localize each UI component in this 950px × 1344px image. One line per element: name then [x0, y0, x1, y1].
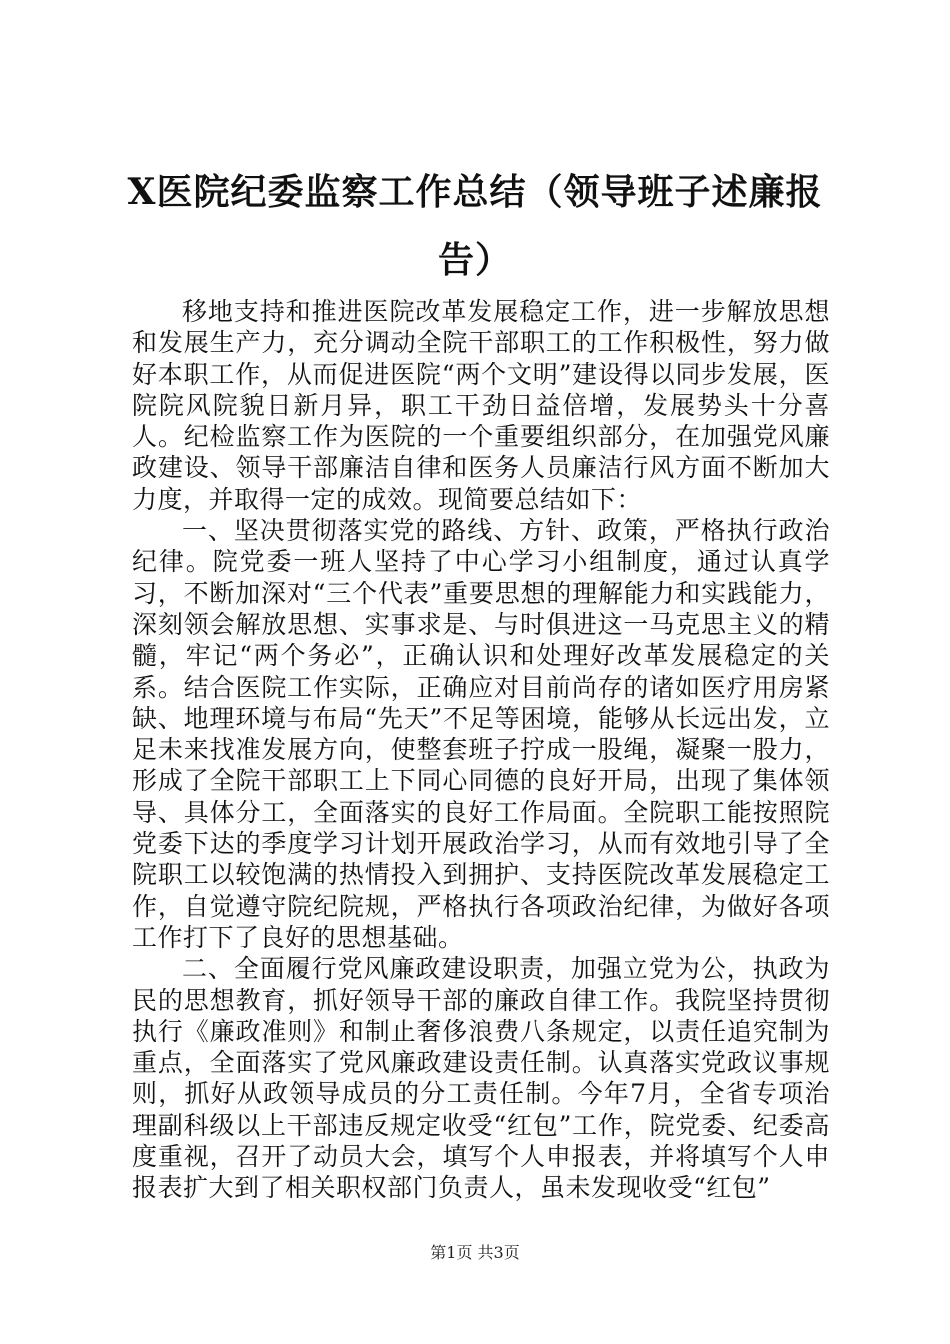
paragraph-section-2: 二、全面履行党风廉政建设职责，加强立党为公，执政为民的思想教育，抓好领导干部的廉政自律工作。我院坚持贯彻执行《廉政准则》和制止奢侈浪费八条规定，以责任追究制为重点，全面落实了党风廉政建设责任制。认真落实党政议事规则，抓好从政领导成员的分工责任制。今年7月，全省专项治理副科级以上干部违反规定收受“红包”工作，院党委、纪委高度重视，召开了动员大会，填写个人申报表，并将填写个人申报表扩大到了相关职权部门负责人，虽未发现收受“红包”: [132, 954, 830, 1203]
paragraph-intro: 移地支持和推进医院改革发展稳定工作，进一步解放思想和发展生产力，充分调动全院干部职工的工作积极性，努力做好本职工作，从而促进医院“两个文明”建设得以同步发展，医院院风院貌日新月异，职工干劲日益倍增，发展势头十分喜人。纪检监察工作为医院的一个重要组织部分，在加强党风廉政建设、领导干部廉洁自律和医务人员廉洁行风方面不断加大力度，并取得一定的成效。现简要总结如下：: [132, 297, 830, 514]
document-body: [132, 296, 830, 1204]
document-title: X医院纪委监察工作总结（领导班子述廉报告）: [127, 171, 823, 281]
page-footer: 第1页 共3页: [430, 1243, 520, 1262]
paragraph-section-1: 一、坚决贯彻落实党的路线、方针、政策，严格执行政治纪律。院党委一班人坚持了中心学习小组制度，通过认真学习，不断加深对“三个代表”重要思想的理解能力和实践能力，深刻领会解放思想、实事求是、与时俱进这一马克思主义的精髓，牢记“两个务必”，正确认识和处理好改革发展稳定的关系。结合医院工作实际，正确应对目前尚存的诸如医疗用房紧缺、地理环境与布局“先天”不足等困境，能够从长远出发，立足未来找准发展方向，使整套班子拧成一股绳，凝聚一股力，形成了全院干部职工上下同心同德的良好开局，出现了集体领导、具体分工，全面落实的良好工作局面。全院职工能按照院党委下达的季度学习计划开展政治学习，从而有效地引导了全院职工以较饱满的热情投入到拥护、支持医院改革发展稳定工作，自觉遵守院纪院规，严格执行各项政治纪律，为做好各项工作打下了良好的思想基础。: [132, 516, 830, 952]
